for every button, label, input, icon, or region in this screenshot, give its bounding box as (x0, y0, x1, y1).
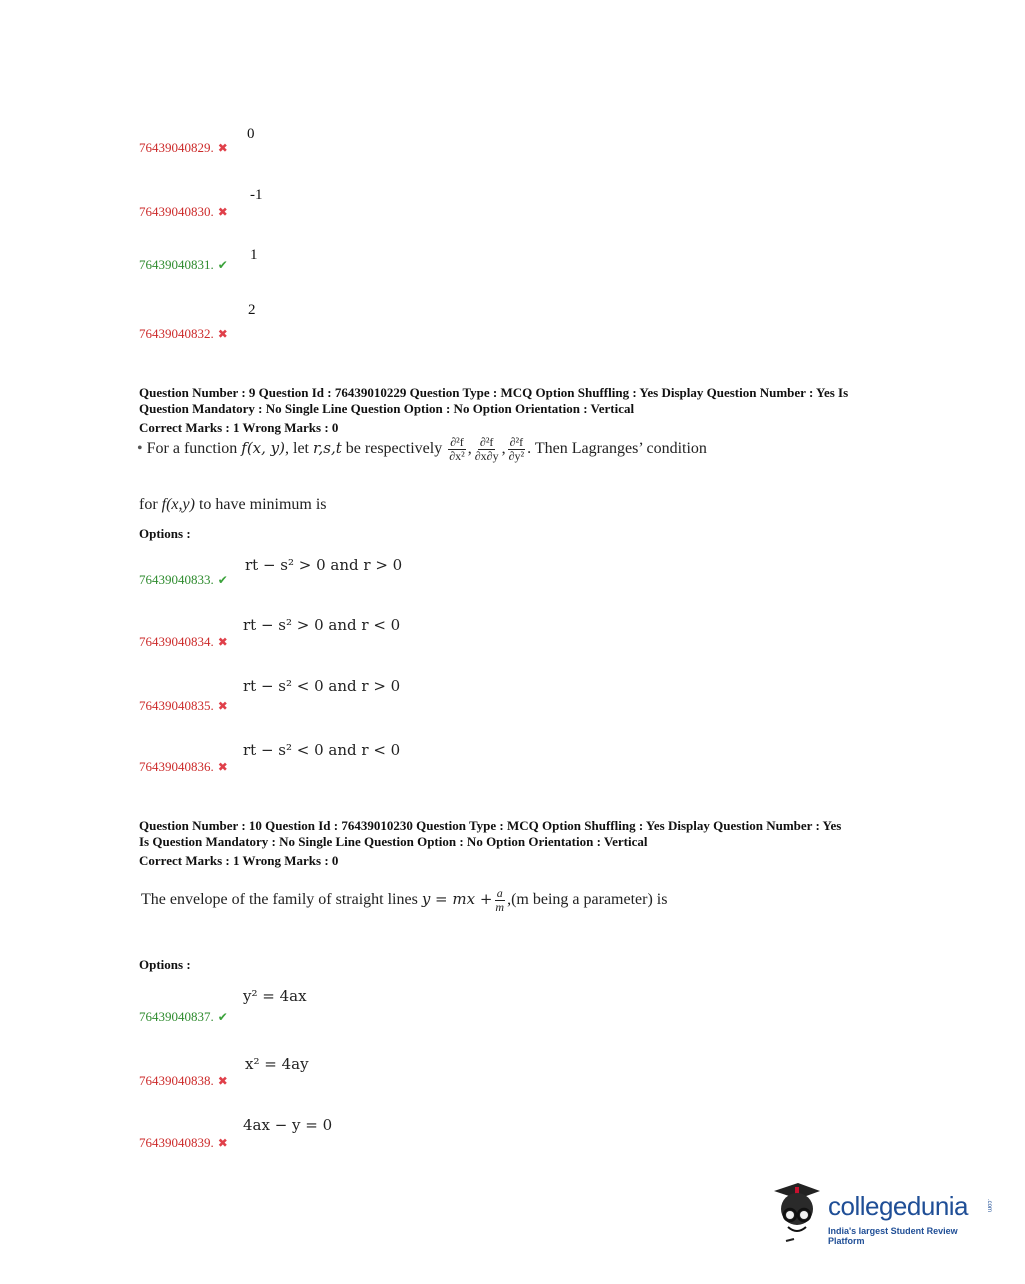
option-expression: 4ax − y = 0 (243, 1116, 333, 1134)
check-icon: ✔ (217, 573, 228, 587)
cross-icon: ✖ (217, 205, 228, 219)
cross-icon: ✖ (217, 1074, 228, 1088)
cross-icon: ✖ (217, 635, 228, 649)
option-expression: rt − s² < 0 and r < 0 (243, 741, 401, 759)
option-expression: rt − s² > 0 and r > 0 (245, 556, 403, 574)
fraction: $\frac{\text{∂²f}}{\text{∂y²}}$ (508, 435, 525, 463)
collegedunia-logo (768, 1177, 993, 1247)
question-meta (139, 385, 899, 417)
fraction: $\frac{\text{∂²f}}{\text{∂x²}}$ (449, 435, 465, 463)
question-text-continued: for f(x,y) to have minimum is (139, 496, 327, 513)
logo-tagline: India's largest Student Review Platform (828, 1226, 958, 1246)
check-icon: ✔ (217, 1010, 228, 1024)
option-id: 76439040836. ✖ (139, 759, 228, 774)
mascot-icon (768, 1177, 826, 1247)
option-id: 76439040837. ✔ (139, 1009, 228, 1024)
option-expression: y² = 4ax (243, 987, 307, 1005)
option-id: 76439040839. ✖ (139, 1135, 228, 1150)
question-meta (139, 818, 899, 850)
question-text: The envelope of the family of straight lines y = mx + $\frac{a}{m}$ ,(m being a parameter) is (141, 886, 668, 914)
option-id: 76439040830. ✖ (139, 204, 228, 219)
question-marks: Correct Marks : 1 Wrong Marks : 0 (139, 853, 339, 868)
option-id: 76439040831. ✔ (139, 257, 228, 272)
option-value: -1 (250, 187, 263, 203)
cross-icon: ✖ (217, 760, 228, 774)
cross-icon: ✖ (217, 327, 228, 341)
logo-wordmark: collegedunia (828, 1191, 969, 1221)
question-meta-line: Is Question Mandatory : No Single Line Question Option : No Option Orientation : Vertical (139, 834, 648, 849)
question-marks: Correct Marks : 1 Wrong Marks : 0 (139, 420, 339, 435)
option-value: 1 (250, 247, 258, 263)
fraction: $\frac{\text{∂²f}}{\partial x\partial y}$ (474, 435, 499, 463)
question-meta-line: Question Number : 9 Question Id : 76439010229 Question Type : MCQ Option Shuffling : Yes Display Question Number : Yes Is (139, 385, 849, 400)
cross-icon: ✖ (217, 1136, 228, 1150)
logo-dotcom: .com (986, 1199, 992, 1213)
check-icon: ✔ (217, 258, 228, 272)
option-id: 76439040829. ✖ (139, 140, 228, 155)
question-meta-line: Question Mandatory : No Single Line Question Option : No Option Orientation : Vertical (139, 401, 635, 416)
option-id: 76439040835. ✖ (139, 698, 228, 713)
option-expression: rt − s² < 0 and r > 0 (243, 677, 401, 695)
option-expression: rt − s² > 0 and r < 0 (243, 616, 401, 634)
option-id: 76439040838. ✖ (139, 1073, 228, 1088)
option-id: 76439040832. ✖ (139, 326, 228, 341)
cross-icon: ✖ (217, 141, 228, 155)
option-id: 76439040834. ✖ (139, 634, 228, 649)
options-label: Options : (139, 526, 191, 541)
option-expression: x² = 4ay (245, 1055, 309, 1073)
option-value: 2 (248, 302, 256, 318)
option-id: 76439040833. ✔ (139, 572, 228, 587)
fraction: $\frac{a}{m}$ (495, 886, 505, 914)
question-meta-line: Question Number : 10 Question Id : 76439010230 Question Type : MCQ Option Shuffling : Yes Display Question Number : Yes (139, 818, 842, 833)
question-text: • For a function f(x, y), let r,s,t be respectively $\frac{\text{∂²f}}{\text{∂x²}}$ , $\frac{\text{∂²f}}{\partial x\partial y}$ , $\frac{\text{∂²f}}{\text{∂y²}}$ . Then Lagranges’ condition (137, 435, 707, 463)
option-value: 0 (247, 126, 255, 142)
cross-icon: ✖ (217, 699, 228, 713)
options-label: Options : (139, 957, 191, 972)
